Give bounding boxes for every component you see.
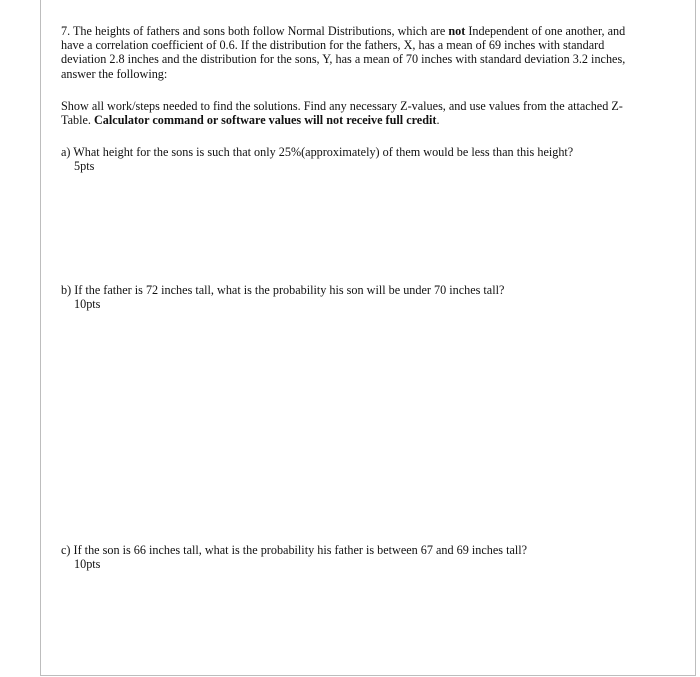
part-c-question: c) If the son is 66 inches tall, what is the probability his father is between 67 and 69 inches tall? — [61, 543, 528, 557]
problem-statement — [61, 24, 641, 81]
part-b-question: b) If the father is 72 inches tall, what is the probability his son will be under 70 inches tall? — [61, 283, 505, 297]
part-a-points: 5pts — [74, 159, 95, 174]
part-a-question: a) What height for the sons is such that only 25%(approximately) of them would be less than this height? — [61, 145, 574, 159]
intro-text-start: 7. The heights of fathers and sons both follow Normal Distributions, which are — [61, 24, 449, 38]
instructions-plain: Show all work/steps needed to find the solutions. Find any necessary Z-values, and use values from the attached Z-Table. — [61, 99, 623, 128]
instructions — [61, 99, 641, 127]
instructions-text — [61, 99, 641, 127]
part-b-points: 10pts — [74, 297, 101, 312]
part-c — [61, 543, 641, 571]
problem-intro — [61, 24, 641, 81]
part-b — [61, 283, 641, 311]
part-a — [61, 145, 641, 173]
intro-bold-not: not — [448, 24, 466, 38]
instructions-end: . — [436, 113, 440, 128]
intro-text-end: Independent of one another, and have a correlation coefficient of 0.6. If the distribution for the fathers, X, has a mean of 69 inches with standard deviation 2.8 inches and the distribution for the sons, Y, has a mean of 70 inches with standard deviation 3.2 inches, answer the following: — [61, 24, 626, 81]
instructions-bold: Calculator command or software values will not receive full credit — [94, 113, 437, 128]
part-c-points: 10pts — [74, 557, 101, 572]
